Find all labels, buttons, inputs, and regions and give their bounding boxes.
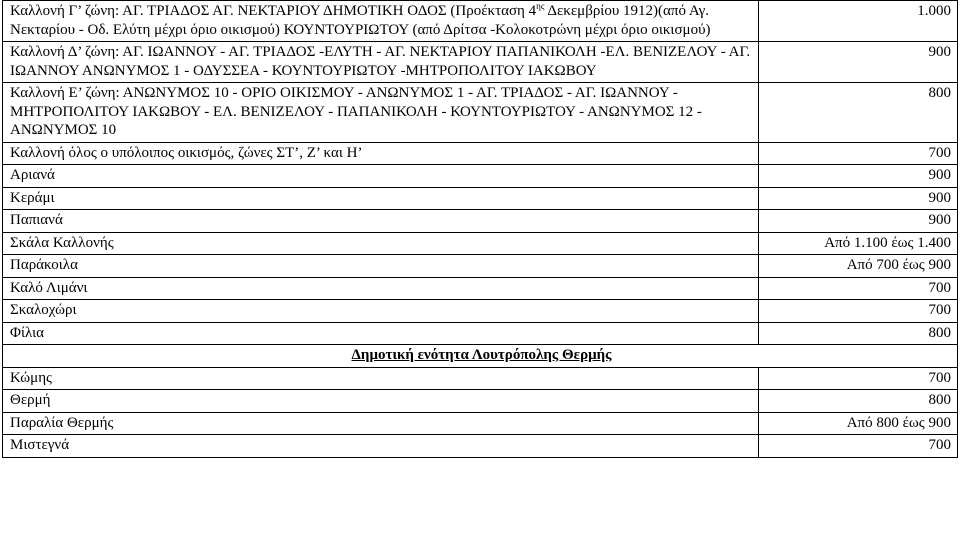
price-cell: 1.000 [759,1,958,42]
area-name-cell: Καλλονή Ε’ ζώνη: ΑΝΩΝΥΜΟΣ 10 - ΟΡΙΟ ΟΙΚΙΣΜΟΥ - ΑΝΩΝΥΜΟΣ 1 - ΑΓ. ΤΡΙΑΔΟΣ - ΑΓ. ΙΩΑΝΝΟΥ - ΜΗΤΡΟΠΟΛΙΤΟΥ ΙΑΚΩΒΟΥ - ΕΛ. ΒΕΝΙΖΕΛΟΥ - ΠΑΠΑΝΙΚΟΛΗ - ΚΟΥΝΤΟΥΡΙΩΤΟΥ - ΑΝΩΝΥΜΟΣ 12 - ΑΝΩΝΥΜΟΣ 10 [3,83,759,143]
table-row [3,300,958,323]
price-cell: Από 800 έως 900 [759,412,958,435]
zone-price-table-body [3,1,958,458]
price-cell: 700 [759,142,958,165]
table-row [3,42,958,83]
price-cell: 900 [759,187,958,210]
table-row [3,435,958,458]
price-cell: 900 [759,210,958,233]
table-row [3,255,958,278]
ordinal-superscript: ης [536,1,545,11]
price-cell: 700 [759,300,958,323]
price-cell: Από 1.100 έως 1.400 [759,232,958,255]
area-name-cell: Κώμης [3,367,759,390]
table-row [3,187,958,210]
area-name-cell: Παπιανά [3,210,759,233]
table-row [3,367,958,390]
area-name-cell: Αριανά [3,165,759,188]
zone-price-table [2,0,958,458]
area-name-cell: Καλλονή Δ’ ζώνη: ΑΓ. ΙΩΑΝΝΟΥ - ΑΓ. ΤΡΙΑΔΟΣ -ΕΛΥΤΗ - ΑΓ. ΝΕΚΤΑΡΙΟΥ ΠΑΠΑΝΙΚΟΛΗ -ΕΛ. ΒΕΝΙΖΕΛΟΥ - ΑΓ. ΙΩΑΝΝΟΥ ΑΝΩΝΥΜΟΣ 1 - ΟΔΥΣΣΕΑ - ΚΟΥΝΤΟΥΡΙΩΤΟΥ -ΜΗΤΡΟΠΟΛΙΤΟΥ ΙΑΚΩΒΟΥ [3,42,759,83]
area-name-text: Καλλονή Γ’ ζώνη: ΑΓ. ΤΡΙΑΔΟΣ ΑΓ. ΝΕΚΤΑΡΙΟΥ ΔΗΜΟΤΙΚΗ ΟΔΟΣ (Προέκταση 4 [10,3,537,19]
price-cell: 800 [759,83,958,143]
price-cell: 800 [759,390,958,413]
table-row [3,1,958,42]
area-name-cell: Θερμή [3,390,759,413]
price-cell: 700 [759,277,958,300]
table-row [3,210,958,233]
price-cell: 800 [759,322,958,345]
price-cell: 700 [759,367,958,390]
table-row [3,232,958,255]
table-row [3,412,958,435]
section-header-row [3,345,958,368]
price-cell: 900 [759,165,958,188]
area-name-cell: Μιστεγνά [3,435,759,458]
price-cell: Από 700 έως 900 [759,255,958,278]
table-row [3,83,958,143]
price-cell: 900 [759,42,958,83]
table-row [3,277,958,300]
area-name-cell: Σκαλοχώρι [3,300,759,323]
area-name-cell: Κεράμι [3,187,759,210]
area-name-cell: Σκάλα Καλλονής [3,232,759,255]
area-name-cell: Καλό Λιμάνι [3,277,759,300]
area-name-cell: Καλλονή όλος ο υπόλοιπος οικισμός, ζώνες ΣΤ’, Ζ’ και Η’ [3,142,759,165]
table-row [3,322,958,345]
table-row [3,165,958,188]
table-row [3,390,958,413]
table-row [3,142,958,165]
area-name-cell: Παραλία Θερμής [3,412,759,435]
area-name-cell [3,1,759,42]
area-name-text-continued: Δεκεμβρίου 1912)(από Αγ. Νεκταρίου - Οδ. Ελύτη μέχρι όριο οικισμού) ΚΟΥΝΤΟΥΡΙΩΤΟΥ (από Δρίτσα -Κολοκοτρώνη μέχρι όριο οικισμού) [10,3,711,38]
area-name-cell: Παράκοιλα [3,255,759,278]
price-cell: 700 [759,435,958,458]
section-header: Δημοτική ενότητα Λουτρόπολης Θερμής [3,345,958,368]
area-name-cell: Φίλια [3,322,759,345]
